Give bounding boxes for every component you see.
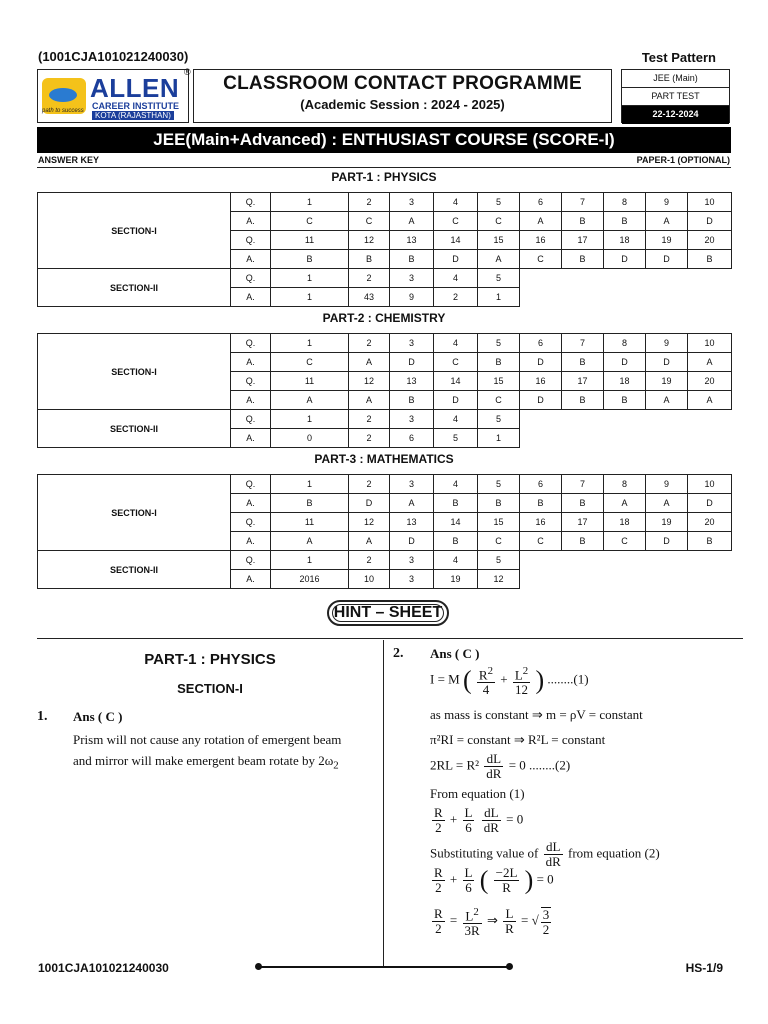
answer-cell: 16 [520, 231, 562, 250]
answer-cell: 4 [434, 193, 478, 212]
table-row [38, 475, 732, 494]
equation-inertia: I = M ( $\frac{R^2}{4}$ + $\frac{L^2}{12}$ ) ........(1) [430, 665, 589, 698]
paren-close: ) [524, 865, 534, 895]
fraction: $\frac{L}{6}$ [464, 865, 473, 895]
section-label: SECTION-II [38, 551, 231, 589]
answer-cell: 19 [646, 231, 688, 250]
answer-cell: 5 [478, 551, 520, 570]
section-label: SECTION-II [38, 410, 231, 448]
row-label: A. [231, 353, 271, 372]
part-title: PART-1 : PHYSICS [331, 170, 437, 184]
answer-cell: D [434, 391, 478, 410]
row-label: A. [231, 570, 271, 589]
answer-cell: A [478, 250, 520, 269]
row-label: A. [231, 288, 271, 307]
paper-label: PAPER-1 (OPTIONAL) [636, 155, 730, 165]
answer-cell: C [478, 532, 520, 551]
bullet-icon [506, 963, 513, 970]
question-number: 1. [37, 709, 48, 724]
logo-kota: KOTA (RAJASTHAN) [92, 111, 174, 120]
answer-cell: A [604, 494, 646, 513]
answer-cell: 2 [349, 429, 390, 448]
answer-cell: A [390, 212, 434, 231]
answer-cell: A [688, 353, 732, 372]
fraction: $\frac{dL}{dR}$ [486, 751, 502, 781]
answer-cell: 10 [688, 193, 732, 212]
equation-line: From equation (1) [430, 786, 525, 801]
answer-cell: 11 [271, 513, 349, 532]
answer-cell: 3 [390, 570, 434, 589]
exam-label: JEE (Main) [622, 70, 729, 88]
answer-cell: A [271, 391, 349, 410]
answer-cell: A [349, 391, 390, 410]
row-label: A. [231, 391, 271, 410]
answer-cell: B [520, 494, 562, 513]
answer-cell: D [520, 353, 562, 372]
part-title: PART-3 : MATHEMATICS [314, 452, 454, 466]
answer-cell: A [349, 353, 390, 372]
answer-cell: 20 [688, 513, 732, 532]
section-label: SECTION-I [38, 193, 231, 269]
solution-text [73, 729, 383, 777]
row-label: A. [231, 429, 271, 448]
answer-cell: D [390, 353, 434, 372]
answer-cell: 1 [271, 269, 349, 288]
equation-sum: $\frac{R}{2}$ + $\frac{L}{6}$ $\frac{dL}{dR}$ = 0 [434, 805, 524, 835]
answer-cell: B [562, 532, 604, 551]
answer-cell: D [390, 532, 434, 551]
answer-cell: A [646, 212, 688, 231]
answer-key-label: ANSWER KEY [38, 155, 100, 165]
answer-cell: B [688, 532, 732, 551]
answer-cell: D [646, 532, 688, 551]
answer-cell: B [604, 212, 646, 231]
answer-cell: 4 [434, 334, 478, 353]
answer-cell: A [646, 494, 688, 513]
answer-key-table [37, 474, 732, 589]
answer-cell: 2 [349, 334, 390, 353]
answer-cell: 15 [478, 372, 520, 391]
answer-cell: D [520, 391, 562, 410]
fraction: $\frac{L^2}{3R}$ [464, 906, 480, 939]
programme-title: CLASSROOM CONTACT PROGRAMME [223, 73, 582, 94]
answer-cell: A [688, 391, 732, 410]
fraction: $\frac{-2L}{R}$ [495, 865, 518, 895]
answer-cell: 2 [349, 475, 390, 494]
answer-cell: 18 [604, 372, 646, 391]
answer-cell: 4 [434, 551, 478, 570]
row-label: Q. [231, 372, 271, 391]
paren-open: ( [462, 665, 472, 695]
paren-close: ) [535, 665, 545, 695]
fraction: $\frac{dL}{dR}$ [545, 839, 561, 869]
answer-cell: 9 [646, 193, 688, 212]
allen-logo [37, 69, 189, 123]
logo-career: CAREER INSTITUTE [92, 101, 180, 111]
answer-cell: B [562, 353, 604, 372]
row-label: Q. [231, 513, 271, 532]
answer-cell: 6 [520, 193, 562, 212]
answer-cell: 2 [349, 410, 390, 429]
row-label: Q. [231, 410, 271, 429]
page-number: HS-1/9 [685, 961, 723, 975]
solution-line [73, 750, 383, 777]
fraction: $\frac{3}{2}$ [542, 906, 550, 937]
table-row [38, 410, 732, 429]
paren-open: ( [479, 865, 489, 895]
eq-text: from equation (2) [568, 845, 660, 861]
eq-text: I = M [430, 671, 460, 687]
answer-cell: 5 [478, 193, 520, 212]
meta-box [621, 69, 730, 123]
answer-cell: 8 [604, 334, 646, 353]
answer-cell: 14 [434, 372, 478, 391]
empty-cell [520, 410, 732, 429]
answer-cell: B [478, 494, 520, 513]
footer-rule [258, 966, 510, 968]
section-label: SECTION-I [38, 334, 231, 410]
logo-name: ALLEN [90, 73, 180, 103]
answer-cell: 13 [390, 372, 434, 391]
answer-cell: B [562, 391, 604, 410]
test-type-label: PART TEST [622, 88, 729, 106]
answer-cell: 13 [390, 231, 434, 250]
answer-cell: 16 [520, 513, 562, 532]
answer-cell: 5 [478, 269, 520, 288]
fraction: $\frac{L^2}{12}$ [514, 665, 529, 698]
equation-result: $\frac{R}{2}$ = $\frac{L^2}{3R}$ ⇒ $\frac{L}{R}$ = √ $\frac{3}{2}$ [434, 906, 550, 939]
table-row [38, 269, 732, 288]
answer-cell: 19 [646, 372, 688, 391]
answer-cell: 8 [604, 193, 646, 212]
answer-cell: 10 [349, 570, 390, 589]
eq-text: = 0 [536, 871, 554, 887]
answer-cell: D [434, 250, 478, 269]
solution-text-span: and mirror will make emergent beam rotate by 2ω [73, 753, 334, 768]
answer-cell: 43 [349, 288, 390, 307]
answer-cell: C [604, 532, 646, 551]
equation-derivative [430, 752, 570, 781]
divider [37, 167, 731, 168]
answer-cell: 4 [434, 475, 478, 494]
answer-cell: 16 [520, 372, 562, 391]
test-date: 22-12-2024 [622, 106, 729, 124]
answer-cell: 20 [688, 372, 732, 391]
bullet-icon [255, 963, 262, 970]
answer-cell: 19 [434, 570, 478, 589]
fraction: $\frac{R^2}{4}$ [478, 665, 493, 698]
table-row [38, 193, 732, 212]
fraction: $\frac{L}{R}$ [505, 906, 514, 937]
answer-cell: 9 [646, 475, 688, 494]
answer-cell: B [562, 250, 604, 269]
answer-cell: 1 [271, 551, 349, 570]
eq-text: = 0 ........(2) [508, 757, 571, 773]
session-label: (Academic Session : 2024 - 2025) [300, 97, 505, 112]
table-row [38, 334, 732, 353]
answer-cell: C [349, 212, 390, 231]
answer-cell: C [478, 391, 520, 410]
answer-key-table [37, 333, 732, 448]
answer-cell: 0 [271, 429, 349, 448]
answer-cell: 11 [271, 372, 349, 391]
hint-sheet-label: HINT – SHEET [333, 604, 443, 621]
answer-cell: 10 [688, 334, 732, 353]
answer-cell: A [349, 532, 390, 551]
answer-cell: B [562, 212, 604, 231]
answer-key-table [37, 192, 732, 307]
answer-cell: D [604, 353, 646, 372]
question-answer: Ans ( C ) [430, 646, 480, 661]
answer-cell: 1 [478, 288, 520, 307]
answer-cell: 12 [349, 231, 390, 250]
answer-cell: 1 [271, 475, 349, 494]
answer-cell: 3 [390, 410, 434, 429]
answer-cell: A [520, 212, 562, 231]
answer-cell: 3 [390, 334, 434, 353]
column-divider [383, 640, 384, 966]
answer-cell: 5 [478, 475, 520, 494]
title-box [193, 69, 612, 123]
question-number: 2. [393, 646, 404, 661]
answer-cell: 12 [349, 372, 390, 391]
table-row [38, 551, 732, 570]
logo-tagline: path to success [42, 108, 84, 114]
answer-cell: 9 [390, 288, 434, 307]
answer-cell: 6 [390, 429, 434, 448]
row-label: A. [231, 250, 271, 269]
fraction: $\frac{dL}{dR}$ [483, 805, 499, 835]
eq-text: Substituting value of [430, 845, 539, 861]
answer-cell: 14 [434, 231, 478, 250]
answer-cell: B [604, 391, 646, 410]
row-label: A. [231, 494, 271, 513]
answer-cell: B [688, 250, 732, 269]
answer-cell: A [271, 532, 349, 551]
row-label: Q. [231, 551, 271, 570]
answer-cell: C [434, 353, 478, 372]
answer-cell: B [271, 494, 349, 513]
answer-cell: D [688, 212, 732, 231]
answer-cell: 7 [562, 193, 604, 212]
answer-cell: A [390, 494, 434, 513]
eq-text: 2RL = R² [430, 757, 480, 773]
answer-cell: 2 [349, 551, 390, 570]
answer-cell: 1 [271, 410, 349, 429]
row-label: Q. [231, 269, 271, 288]
equation-line: π²RI = constant ⇒ R²L = constant [430, 732, 606, 747]
answer-cell: 17 [562, 231, 604, 250]
answer-cell: 3 [390, 551, 434, 570]
answer-cell: 2016 [271, 570, 349, 589]
answer-cell: 1 [271, 288, 349, 307]
answer-cell: 5 [478, 334, 520, 353]
answer-cell: B [271, 250, 349, 269]
answer-cell: 1 [478, 429, 520, 448]
answer-cell: 6 [520, 334, 562, 353]
row-label: Q. [231, 193, 271, 212]
divider [37, 638, 743, 639]
answer-cell: 3 [390, 269, 434, 288]
answer-cell: 7 [562, 334, 604, 353]
answer-cell: C [434, 212, 478, 231]
answer-cell: B [434, 532, 478, 551]
answer-cell: 19 [646, 513, 688, 532]
answer-cell: C [271, 353, 349, 372]
answer-cell: 8 [604, 475, 646, 494]
part-title: PART-2 : CHEMISTRY [322, 311, 446, 325]
answer-cell: 3 [390, 193, 434, 212]
answer-cell: B [390, 391, 434, 410]
answer-cell: D [646, 353, 688, 372]
eq-text: = 0 [506, 811, 524, 827]
answer-cell: 4 [434, 269, 478, 288]
solution-line: Prism will not cause any rotation of emergent beam [73, 732, 342, 747]
answer-cell: B [390, 250, 434, 269]
empty-cell [520, 269, 732, 288]
answer-cell: 5 [434, 429, 478, 448]
answer-cell: 12 [478, 570, 520, 589]
answer-cell: 6 [520, 475, 562, 494]
answer-cell: 18 [604, 513, 646, 532]
answer-cell: 10 [688, 475, 732, 494]
document-code: (1001CJA101021240030) [38, 49, 189, 64]
hint-sheet-badge [327, 600, 449, 626]
course-banner: JEE(Main+Advanced) : ENTHUSIAST COURSE (SCORE-I) [37, 127, 731, 153]
answer-cell: B [562, 494, 604, 513]
fraction: $\frac{L}{6}$ [464, 805, 473, 835]
empty-cell [520, 570, 732, 589]
answer-cell: A [646, 391, 688, 410]
empty-cell [520, 288, 732, 307]
hint-section-title: SECTION-I [177, 681, 243, 696]
answer-cell: 13 [390, 513, 434, 532]
empty-cell [520, 429, 732, 448]
answer-cell: 20 [688, 231, 732, 250]
equation-substituted: $\frac{R}{2}$ + $\frac{L}{6}$ ( $\frac{-2L}{R}$ ) = 0 [434, 865, 554, 895]
answer-cell: 12 [349, 513, 390, 532]
question-answer: Ans ( C ) [73, 709, 123, 724]
fraction: $\frac{R}{2}$ [434, 906, 443, 937]
answer-cell: C [520, 250, 562, 269]
row-label: A. [231, 532, 271, 551]
answer-cell: D [688, 494, 732, 513]
answer-cell: 3 [390, 475, 434, 494]
subscript: 2 [333, 759, 339, 772]
answer-cell: 18 [604, 231, 646, 250]
answer-cell: 17 [562, 372, 604, 391]
answer-cell: 1 [271, 193, 349, 212]
answer-cell: C [271, 212, 349, 231]
answer-cell: B [434, 494, 478, 513]
fraction: $\frac{R}{2}$ [434, 865, 443, 895]
row-label: Q. [231, 334, 271, 353]
answer-cell: D [604, 250, 646, 269]
answer-cell: 2 [349, 269, 390, 288]
empty-cell [520, 551, 732, 570]
section-label: SECTION-II [38, 269, 231, 307]
row-label: Q. [231, 475, 271, 494]
registered-mark: ® [184, 67, 191, 77]
answer-cell: 2 [349, 193, 390, 212]
answer-cell: B [478, 353, 520, 372]
answer-cell: 14 [434, 513, 478, 532]
answer-cell: C [478, 212, 520, 231]
answer-cell: 5 [478, 410, 520, 429]
section-label: SECTION-I [38, 475, 231, 551]
equation-line: as mass is constant ⇒ m = ρV = constant [430, 707, 643, 722]
answer-cell: B [349, 250, 390, 269]
hint-part-title: PART-1 : PHYSICS [144, 651, 276, 668]
answer-cell: D [646, 250, 688, 269]
footer-code: 1001CJA101021240030 [38, 961, 169, 975]
answer-cell: 4 [434, 410, 478, 429]
answer-cell: 15 [478, 231, 520, 250]
row-label: A. [231, 212, 271, 231]
answer-cell: D [349, 494, 390, 513]
answer-cell: 1 [271, 334, 349, 353]
answer-cell: 11 [271, 231, 349, 250]
test-pattern-label: Test Pattern [641, 50, 716, 65]
fraction: $\frac{R}{2}$ [434, 805, 443, 835]
answer-cell: 2 [434, 288, 478, 307]
answer-cell: 17 [562, 513, 604, 532]
answer-cell: 7 [562, 475, 604, 494]
row-label: Q. [231, 231, 271, 250]
answer-cell: 15 [478, 513, 520, 532]
answer-cell: C [520, 532, 562, 551]
answer-cell: 9 [646, 334, 688, 353]
eq-ref: ........(1) [547, 671, 589, 687]
